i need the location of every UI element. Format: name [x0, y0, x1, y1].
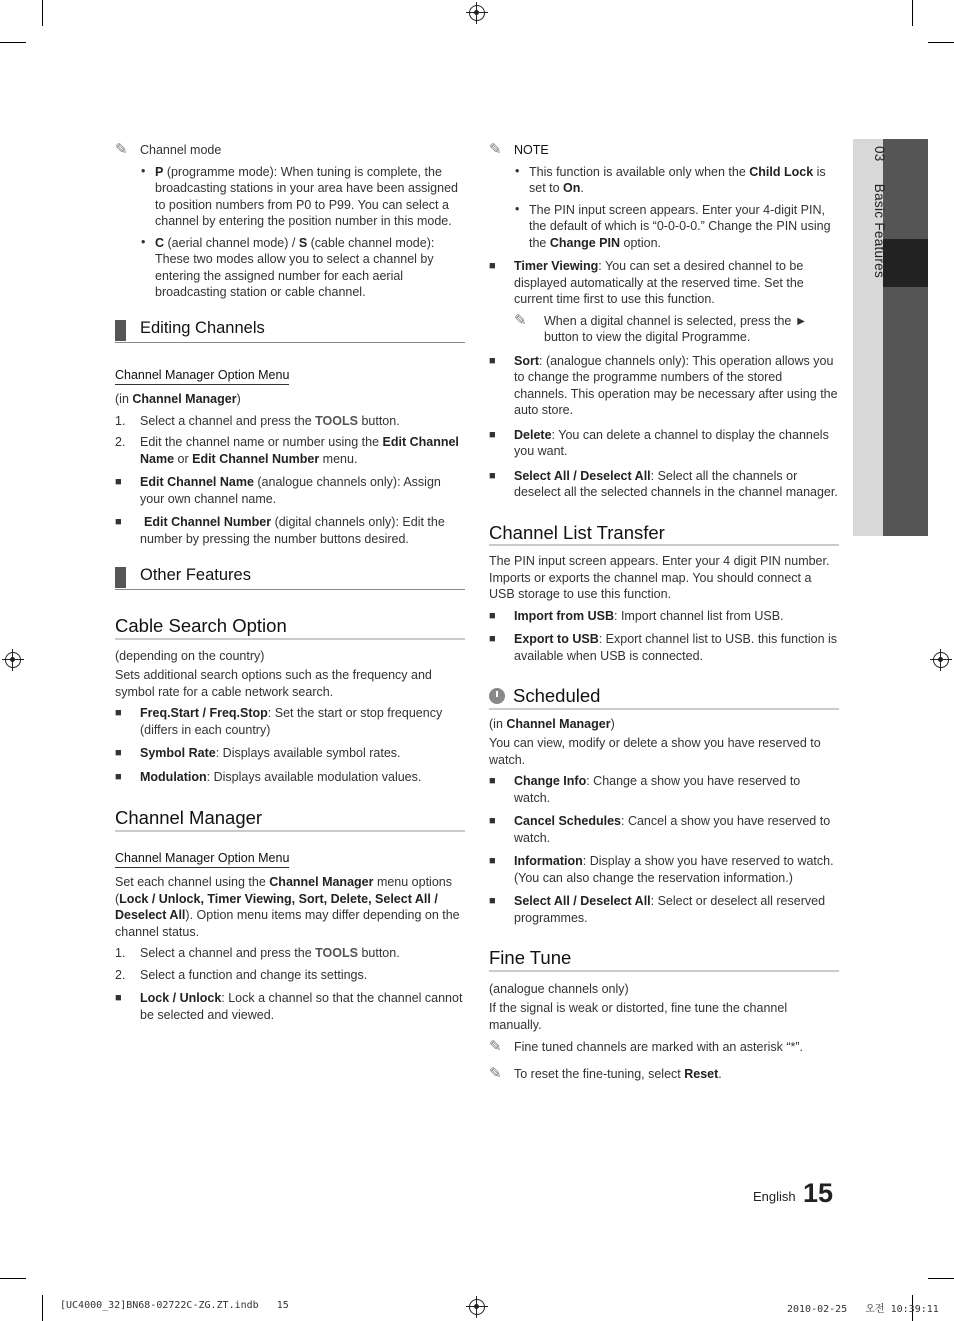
paragraph: The PIN input screen appears. Enter your 4 digit PIN number. Imports or exports the channel map. You should connect a USB storage to use this function.	[489, 554, 830, 601]
paragraph: If the signal is weak or distorted, fine tune the channel manually.	[489, 1001, 788, 1032]
section-marker	[115, 567, 126, 588]
square-bullet-icon: ■	[489, 428, 496, 441]
heading-channel-list-transfer: Channel List Transfer	[489, 525, 839, 547]
paragraph: You can view, modify or delete a show you have reserved to watch.	[489, 736, 821, 767]
chapter-tab-bar	[883, 139, 928, 536]
square-bullet-icon: ■	[489, 775, 496, 787]
square-bullet-icon: ■	[115, 516, 122, 528]
list-item: ■ Symbol Rate: Displays available symbol rates.	[115, 746, 401, 760]
note: ✎ When a digital channel is selected, press the ► button to view the digital Programme.	[514, 311, 808, 344]
option-menu-label: Channel Manager Option Menu	[115, 367, 289, 386]
note: ✎ Fine tuned channels are marked with an asterisk “*”.	[489, 1038, 804, 1055]
note-pencil-icon: ✎	[489, 1064, 502, 1082]
list-item: ■ Sort: (analogue channels only): This operation allows you to change the programme numbers of the stored channels. This operation may be necessary after using the auto store.	[489, 353, 838, 417]
list-item: ■ Delete: You can delete a channel to display the channels you want.	[489, 427, 829, 458]
registration-mark-icon	[469, 5, 485, 21]
list-item: ■ Lock / Unlock: Lock a channel so that the channel cannot be selected and viewed.	[115, 991, 463, 1022]
note-pencil-icon: ✎	[514, 311, 527, 329]
square-bullet-icon: ■	[115, 747, 122, 759]
registration-mark-icon	[5, 652, 21, 668]
note-pencil-icon: ✎	[489, 1038, 502, 1055]
step: 2. Select a function and change its settings.	[115, 967, 368, 982]
note-pencil-icon: ✎	[489, 141, 502, 158]
square-bullet-icon: ■	[489, 633, 496, 645]
bullet-icon: •	[515, 201, 520, 216]
square-bullet-icon: ■	[489, 815, 496, 827]
paragraph: Set each channel using the Channel Manager menu options (Lock / Unlock, Timer Viewing, Sort, Delete, Select All / Deselect All). Option menu items may differ depending on the channel status.	[115, 875, 460, 939]
print-slug-file: [UC4000_32]BN68-02722C-ZG.ZT.indb 15	[60, 1300, 289, 1311]
square-bullet-icon: ■	[489, 260, 496, 272]
paragraph: Sets additional search options such as the frequency and symbol rate for a cable network search.	[115, 668, 432, 699]
left-column	[115, 142, 465, 1030]
heading-channel-manager: Channel Manager	[115, 810, 465, 832]
list-item: ■ Import from USB: Import channel list from USB.	[489, 608, 784, 623]
list-item: ■ Freq.Start / Freq.Stop: Set the start or stop frequency (differs in each country)	[115, 706, 443, 737]
square-bullet-icon: ■	[115, 707, 122, 719]
context-note: (in Channel Manager)	[489, 716, 615, 731]
list-item: ■ Export to USB: Export channel list to USB. this function is available when USB is connected.	[489, 632, 838, 663]
step: 1. Select a channel and press the TOOLS button.	[115, 946, 400, 960]
chapter-number: 03	[872, 146, 887, 162]
list-item: • This function is available only when the Child Lock is set to On.	[515, 163, 826, 195]
note-heading: ✎ NOTE	[489, 141, 549, 158]
page-number: 15	[803, 1178, 834, 1208]
footer-language: English	[753, 1189, 796, 1204]
bullet-icon: •	[141, 163, 146, 178]
section-heading-editing-channels: Editing Channels	[115, 320, 465, 343]
note-pencil-icon: ✎	[115, 141, 128, 158]
bullet-icon: •	[141, 234, 146, 249]
square-bullet-icon: ■	[489, 609, 496, 622]
paragraph: (analogue channels only)	[489, 981, 629, 996]
square-bullet-icon: ■	[489, 469, 496, 482]
list-item: • P (programme mode): When tuning is complete, the broadcasting stations in your area have been assigned to position numbers from P0 to P99. You can select a channel by entering the position number in this mode.	[141, 163, 458, 228]
square-bullet-icon: ■	[489, 354, 496, 367]
square-bullet-icon: ■	[489, 855, 496, 867]
registration-mark-icon	[469, 1299, 485, 1315]
chapter-label	[872, 146, 887, 278]
list-item: ■ Modulation: Displays available modulation values.	[115, 769, 422, 784]
heading-scheduled: Scheduled	[489, 688, 839, 710]
list-item: • The PIN input screen appears. Enter your 4-digit PIN, the default of which is “0-0-0-0.” Change the PIN using the Change PIN option.	[515, 201, 831, 250]
chapter-title: Basic Features	[872, 183, 887, 279]
context-note: (in Channel Manager)	[115, 392, 241, 406]
list-item: ■ Edit Channel Name (analogue channels only): Assign your own channel name.	[115, 475, 441, 506]
crop-mark	[928, 42, 954, 43]
crop-mark	[42, 1295, 43, 1321]
chapter-tab-marker	[883, 239, 928, 287]
step: 2. Edit the channel name or number using the Edit Channel Name or Edit Channel Number menu.	[115, 435, 459, 466]
paragraph: (depending on the country)	[115, 648, 265, 663]
list-item: ■ Timer Viewing: You can set a desired channel to be displayed automatically at the reserved time. Set the current time first to use this function.	[489, 259, 804, 306]
square-bullet-icon: ■	[115, 476, 122, 488]
heading-cable-search-option: Cable Search Option	[115, 618, 465, 640]
list-item: • C (aerial channel mode) / S (cable channel mode): These two modes allow you to select a channel by entering the assigned number for each aerial broadcasting station or cable channel.	[141, 234, 435, 299]
chapter-tab	[853, 139, 928, 536]
square-bullet-icon: ■	[115, 992, 122, 1004]
section-marker	[115, 320, 126, 341]
step: 1. Select a channel and press the TOOLS button.	[115, 413, 400, 428]
crop-mark	[912, 0, 913, 26]
list-item: ■ Change Info: Change a show you have reserved to watch.	[489, 774, 801, 805]
list-item: ■ Select All / Deselect All: Select or deselect all reserved programmes.	[489, 894, 826, 925]
square-bullet-icon: ■	[489, 895, 496, 907]
registration-mark-icon	[933, 652, 949, 668]
crop-mark	[0, 1278, 26, 1279]
right-column	[489, 142, 839, 1087]
heading-fine-tune: Fine Tune	[489, 950, 839, 972]
list-item: ■ Information: Display a show you have reserved to watch. (You can also change the reservation information.)	[489, 854, 834, 885]
list-item: ■ Select All / Deselect All: Select all the channels or deselect all the selected channels in the channel manager.	[489, 468, 838, 499]
section-heading-other-features: Other Features	[115, 567, 465, 590]
note: ✎ To reset the fine-tuning, select Reset.	[489, 1064, 722, 1082]
bullet-icon: •	[515, 163, 520, 178]
clock-icon	[489, 688, 505, 704]
list-item: ■ Edit Channel Number (digital channels only): Edit the number by pressing the number buttons desired.	[115, 515, 445, 546]
crop-mark	[928, 1278, 954, 1279]
print-slug-date: 2010-02-25 오전 10:39:11	[787, 1304, 939, 1315]
square-bullet-icon: ■	[115, 770, 122, 783]
option-menu-label: Channel Manager Option Menu	[115, 850, 289, 869]
crop-mark	[42, 0, 43, 26]
list-item: ■ Cancel Schedules: Cancel a show you have reserved to watch.	[489, 814, 831, 845]
crop-mark	[0, 42, 26, 43]
note: ✎ Channel mode	[115, 141, 222, 158]
